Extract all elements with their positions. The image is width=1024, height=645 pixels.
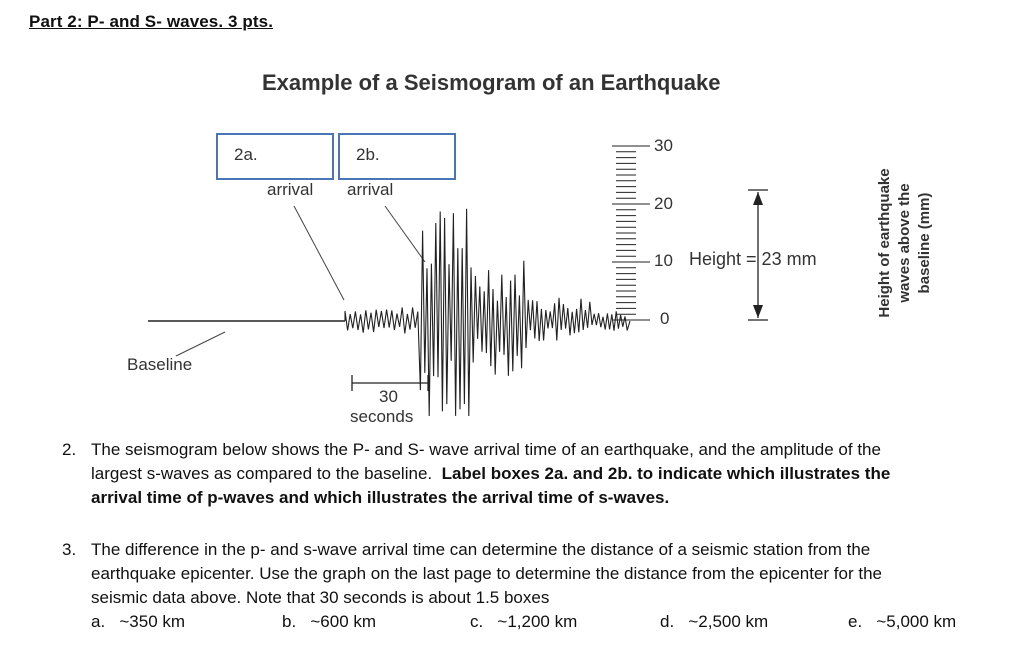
q2-line-2-plain: largest s-waves as compared to the baseline.	[91, 464, 433, 483]
choice-e-text: ~5,000 km	[876, 612, 957, 631]
ruler-tick-0: 0	[660, 309, 670, 328]
choice-d[interactable]	[660, 612, 768, 632]
choice-b-text: ~600 km	[310, 612, 377, 631]
q3-line-2: earthquake epicenter. Use the graph on the last page to determine the distance from the epicenter for the	[91, 564, 882, 583]
choice-a-text: ~350 km	[119, 612, 186, 631]
mm-ruler	[612, 146, 650, 320]
scale-unit: seconds	[350, 407, 414, 426]
question-2-text	[91, 438, 991, 510]
q2-line-3-bold: arrival time of p-waves and which illustrates the arrival time of s-waves.	[91, 488, 670, 507]
answer-box-2a[interactable]	[216, 133, 334, 180]
answer-box-2b[interactable]	[338, 133, 456, 180]
choice-c-letter: c.	[470, 612, 484, 631]
part-title: Part 2: P- and S- waves. 3 pts.	[29, 12, 274, 31]
choice-e[interactable]	[848, 612, 956, 632]
q3-line-1: The difference in the p- and s-wave arrival time can determine the distance of a seismic station from the	[91, 540, 871, 559]
ruler-tick-10: 10	[654, 251, 673, 270]
question-3-number: 3.	[62, 540, 77, 559]
ruler-tick-30: 30	[654, 136, 673, 155]
question-2-number: 2.	[62, 440, 77, 459]
q2-line-2-bold: Label boxes 2a. and 2b. to indicate which illustrates the	[441, 464, 891, 483]
choice-b-letter: b.	[282, 612, 297, 631]
height-arrow-up-head	[753, 192, 763, 205]
arrival-a-pointer	[294, 206, 344, 300]
height-value: = 23 mm	[746, 249, 817, 269]
q2-line-3	[91, 486, 991, 510]
side-axis-label	[875, 143, 941, 343]
choice-b[interactable]	[282, 612, 376, 632]
choice-a[interactable]	[91, 612, 185, 632]
arrival-b-label: arrival	[347, 180, 394, 199]
height-label	[689, 249, 817, 270]
scale-value: 30	[379, 387, 398, 406]
choice-e-letter: e.	[848, 612, 863, 631]
baseline-pointer	[176, 332, 225, 356]
baseline-label: Baseline	[127, 355, 193, 374]
box-2b-label: 2b.	[356, 145, 380, 164]
q2-line-1: The seismogram below shows the P- and S- wave arrival time of an earthquake, and the amplitude of the	[91, 440, 881, 459]
side-label-line-1: Height of earthquake	[876, 168, 893, 318]
choice-a-letter: a.	[91, 612, 106, 631]
height-arrow-down-head	[753, 305, 763, 318]
figure-title: Example of a Seismogram of an Earthquake	[262, 70, 721, 95]
choice-c[interactable]	[470, 612, 577, 632]
arrival-b-pointer	[385, 206, 425, 262]
seismic-waveform	[345, 209, 630, 416]
choice-c-text: ~1,200 km	[497, 612, 578, 631]
arrival-a-label: arrival	[267, 180, 314, 199]
q3-line-3: seismic data above. Note that 30 seconds is about 1.5 boxes	[91, 588, 550, 607]
height-word: Height	[689, 249, 742, 269]
ruler-tick-20: 20	[654, 194, 673, 213]
side-label-line-2: waves above the	[896, 183, 913, 303]
choice-d-text: ~2,500 km	[688, 612, 769, 631]
side-label-line-3: baseline (mm)	[916, 192, 933, 294]
question-3-text	[91, 538, 991, 610]
choice-d-letter: d.	[660, 612, 675, 631]
q2-line-2	[91, 462, 991, 486]
box-2a-label: 2a.	[234, 145, 258, 164]
